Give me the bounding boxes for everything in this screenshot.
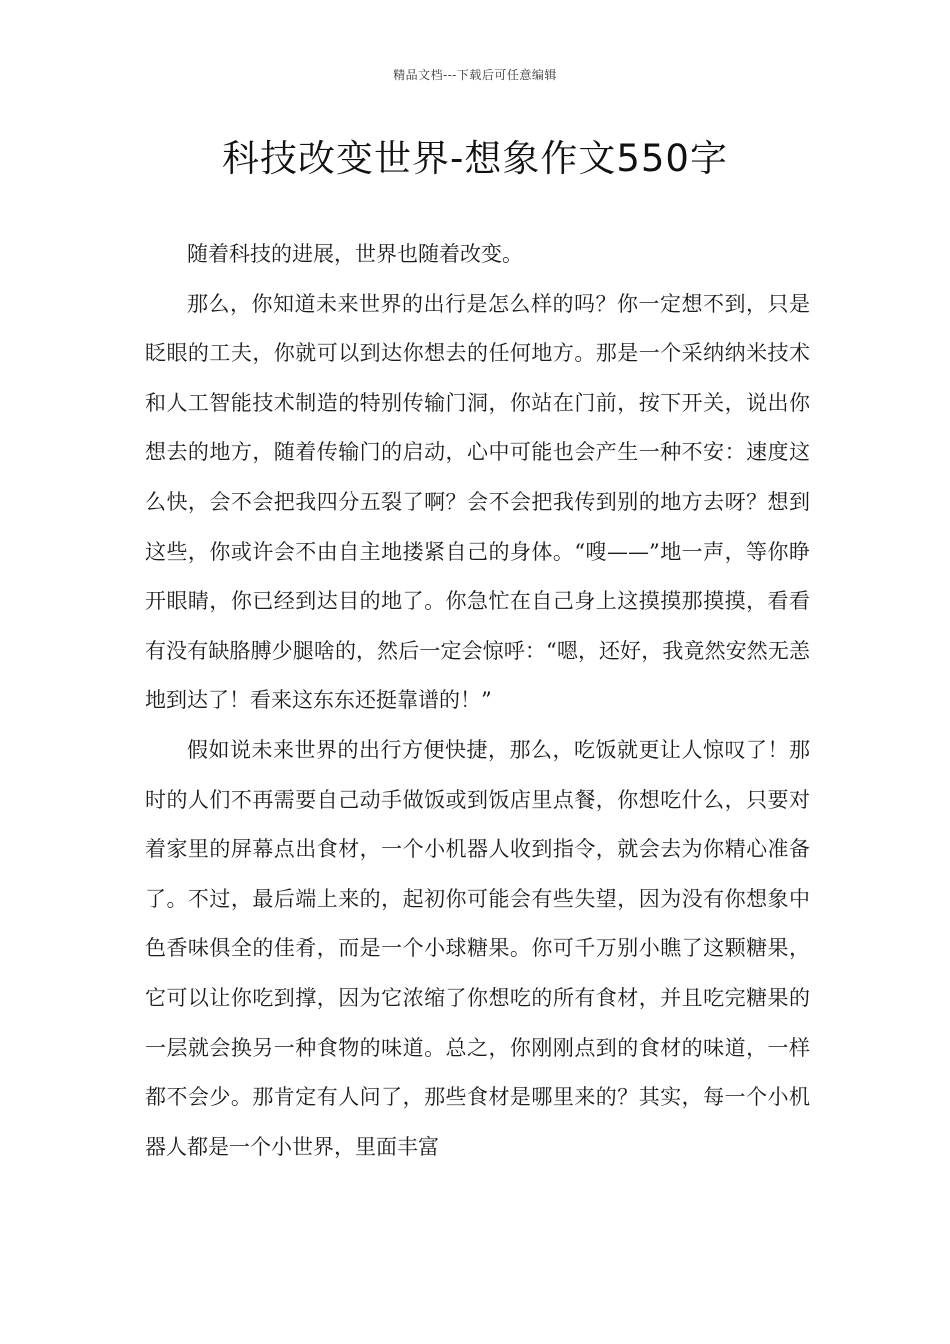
paragraph-travel: 那么，你知道未来世界的出行是怎么样的吗？你一定想不到，只是眨眼的工夫，你就可以到达你想去的任何地方。那是一个采纳纳米技术和人工智能技术制造的特别传输门洞，你站在门前，按下开关，说出你想去的地方，随着传输门的启动，心中可能也会产生一种不安：速度这么快，会不会把我四分五裂了啊？会不会把我传到别的地方去呀？想到这些，你或许会不由自主地搂紧自己的身体。“嗖——”地一声，等你睁开眼睛，你已经到达目的地了。你急忙在自己身上这摸摸那摸摸，看看有没有缺胳膊少腿啥的，然后一定会惊呼：“嗯，还好，我竟然安然无恙地到达了！看来这东东还挺靠谱的！” — [145, 291, 810, 713]
header-note: 精品文档---下载后可任意编辑 — [393, 68, 557, 82]
document-body — [145, 230, 810, 1172]
document-title: 科技改变世界-想象作文550字 — [222, 137, 728, 180]
paragraph-food: 假如说未来世界的出行方便快捷，那么，吃饭就更让人惊叹了！那时的人们不再需要自己动手做饭或到饭店里点餐，你想吃什么，只要对着家里的屏幕点出食材，一个小机器人收到指令，就会去为你精心准备了。不过，最后端上来的，起初你可能会有些失望，因为没有你想象中色香味俱全的佳肴，而是一个小球糖果。你可千万别小瞧了这颗糖果，它可以让你吃到撑，因为它浓缩了你想吃的所有食材，并且吃完糖果的一层就会换另一种食物的味道。总之，你刚刚点到的食材的味道，一样都不会少。那肯定有人问了，那些食材是哪里来的？其实，每一个小机器人都是一个小世界，里面丰富 — [145, 737, 810, 1159]
paragraph-intro: 随着科技的进展，世界也随着改变。 — [187, 242, 523, 266]
